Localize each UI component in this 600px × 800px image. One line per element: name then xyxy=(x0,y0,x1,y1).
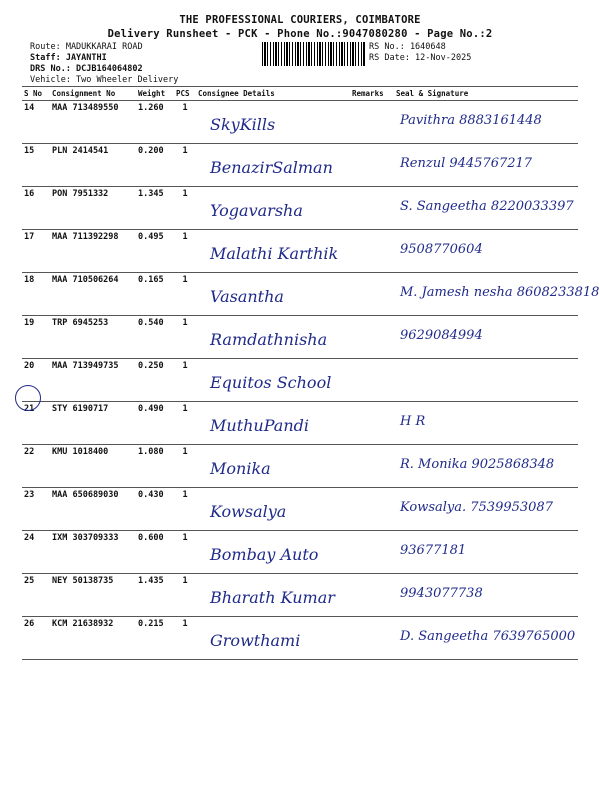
handwritten-signature: Renzul 9445767217 xyxy=(400,156,533,171)
row-weight: 0.165 xyxy=(136,273,174,316)
row-weight: 0.490 xyxy=(136,402,174,445)
row-remarks xyxy=(350,402,394,445)
row-consignee-cell xyxy=(196,617,350,660)
row-pcs: 1 xyxy=(174,402,196,445)
row-remarks xyxy=(350,230,394,273)
row-remarks xyxy=(350,316,394,359)
row-consignee-cell xyxy=(196,316,350,359)
row-weight: 1.435 xyxy=(136,574,174,617)
table-row xyxy=(22,531,578,574)
table-row xyxy=(22,144,578,187)
vehicle-label: Vehicle: Two Wheeler Delivery xyxy=(30,75,179,85)
row-signature-cell xyxy=(394,617,578,660)
row-weight: 0.540 xyxy=(136,316,174,359)
row-consignee-cell xyxy=(196,144,350,187)
row-consignee-cell xyxy=(196,402,350,445)
row-consignment-no: PON 7951332 xyxy=(50,187,136,230)
row-signature-cell xyxy=(394,187,578,230)
row-consignment-no: IXM 303709333 xyxy=(50,531,136,574)
col-remarks: Remarks xyxy=(350,87,394,101)
row-consignee-cell xyxy=(196,273,350,316)
row-weight: 1.080 xyxy=(136,445,174,488)
row-pcs: 1 xyxy=(174,187,196,230)
table-body xyxy=(22,101,600,660)
row-sno: 23 xyxy=(22,488,50,531)
row-pcs: 1 xyxy=(174,273,196,316)
row-consignment-no: MAA 710506264 xyxy=(50,273,136,316)
row-consignment-no: KMU 1018400 xyxy=(50,445,136,488)
row-consignment-no: MAA 711392298 xyxy=(50,230,136,273)
row-remarks xyxy=(350,574,394,617)
handwritten-circle-mark xyxy=(15,385,41,411)
row-weight: 0.250 xyxy=(136,359,174,402)
handwritten-signature: Kowsalya. 7539953087 xyxy=(400,500,553,515)
row-consignee-cell xyxy=(196,359,350,402)
row-consignment-no: STY 6190717 xyxy=(50,402,136,445)
row-remarks xyxy=(350,359,394,402)
handwritten-signature: R. Monika 9025868348 xyxy=(400,457,555,472)
row-remarks xyxy=(350,273,394,316)
table-row xyxy=(22,101,578,144)
row-consignment-no: TRP 6945253 xyxy=(50,316,136,359)
table-row xyxy=(22,273,578,316)
handwritten-signature: 9943077738 xyxy=(400,586,483,601)
row-signature-cell xyxy=(394,402,578,445)
row-signature-cell xyxy=(394,273,600,316)
row-sno: 26 xyxy=(22,617,50,660)
row-weight: 0.430 xyxy=(136,488,174,531)
table-row xyxy=(22,574,578,617)
row-pcs: 1 xyxy=(174,617,196,660)
row-pcs: 1 xyxy=(174,445,196,488)
row-signature-cell xyxy=(394,359,578,402)
row-remarks xyxy=(350,617,394,660)
row-consignee-cell xyxy=(196,187,350,230)
row-sno: 18 xyxy=(22,273,50,316)
handwritten-consignee-name: Vasantha xyxy=(210,287,284,306)
row-signature-cell xyxy=(394,488,578,531)
company-title: THE PROFESSIONAL COURIERS, COIMBATORE xyxy=(179,14,421,26)
row-pcs: 1 xyxy=(174,574,196,617)
row-sno: 17 xyxy=(22,230,50,273)
handwritten-consignee-name: Malathi Karthik xyxy=(210,244,339,263)
rs-number: RS No.: 1640648 xyxy=(369,42,446,52)
row-pcs: 1 xyxy=(174,531,196,574)
handwritten-signature: Pavithra 8883161448 xyxy=(400,113,542,128)
handwritten-signature: 9508770604 xyxy=(400,242,483,257)
row-consignee-cell xyxy=(196,230,350,273)
row-sno: 14 xyxy=(22,101,50,144)
row-weight: 0.200 xyxy=(136,144,174,187)
row-signature-cell xyxy=(394,144,578,187)
col-sno: S No xyxy=(22,87,50,101)
handwritten-consignee-name: Equitos School xyxy=(210,373,332,392)
row-consignee-cell xyxy=(196,574,350,617)
row-signature-cell xyxy=(394,574,578,617)
row-weight: 0.495 xyxy=(136,230,174,273)
row-remarks xyxy=(350,445,394,488)
handwritten-signature: H R xyxy=(400,414,426,429)
col-consignee: Consignee Details xyxy=(196,87,350,101)
handwritten-signature: M. Jamesh nesha 8608233818 xyxy=(400,285,600,300)
handwritten-consignee-name: Monika xyxy=(210,459,271,478)
handwritten-consignee-name: Bharath Kumar xyxy=(210,588,335,607)
row-consignment-no: PLN 2414541 xyxy=(50,144,136,187)
row-sno: 19 xyxy=(22,316,50,359)
handwritten-signature: 93677181 xyxy=(400,543,467,558)
table-row xyxy=(22,316,578,359)
row-sno: 20 xyxy=(22,359,50,402)
table-row xyxy=(22,402,578,445)
row-consignee-cell xyxy=(196,531,350,574)
row-remarks xyxy=(350,144,394,187)
table-row xyxy=(22,230,578,273)
row-weight: 0.215 xyxy=(136,617,174,660)
handwritten-signature: 9629084994 xyxy=(400,328,483,343)
rs-date: RS Date: 12-Nov-2025 xyxy=(369,53,472,63)
row-weight: 1.260 xyxy=(136,101,174,144)
handwritten-signature: D. Sangeetha 7639765000 xyxy=(400,629,576,644)
row-remarks xyxy=(350,101,394,144)
route-label: Route: MADUKKARAI ROAD xyxy=(30,42,143,52)
row-consignment-no: MAA 713949735 xyxy=(50,359,136,402)
row-pcs: 1 xyxy=(174,144,196,187)
row-consignee-cell xyxy=(196,488,350,531)
row-remarks xyxy=(350,187,394,230)
row-consignment-no: NEY 50138735 xyxy=(50,574,136,617)
row-signature-cell xyxy=(394,101,578,144)
table-header-row xyxy=(22,87,578,101)
drs-number: DRS No.: DCJB164064802 xyxy=(30,64,143,74)
staff-label: Staff: JAYANTHI xyxy=(30,53,107,63)
table-row xyxy=(22,445,578,488)
handwritten-consignee-name: MuthuPandi xyxy=(210,416,309,435)
row-remarks xyxy=(350,531,394,574)
row-sno: 16 xyxy=(22,187,50,230)
col-pcs: PCS xyxy=(174,87,196,101)
table-row xyxy=(22,187,578,230)
row-sno: 25 xyxy=(22,574,50,617)
col-signature: Seal & Signature xyxy=(394,87,578,101)
row-signature-cell xyxy=(394,531,578,574)
row-signature-cell xyxy=(394,445,578,488)
handwritten-signature: S. Sangeetha 8220033397 xyxy=(400,199,574,214)
delivery-table xyxy=(22,86,600,660)
row-weight: 1.345 xyxy=(136,187,174,230)
col-weight: Weight xyxy=(136,87,174,101)
handwritten-consignee-name: SkyKills xyxy=(210,115,276,134)
runsheet-subtitle: Delivery Runsheet - PCK - Phone No.:9047080280 - Page No.:2 xyxy=(107,28,493,40)
row-consignee-cell xyxy=(196,101,350,144)
col-consignment: Consignment No xyxy=(50,87,136,101)
barcode-image xyxy=(262,42,366,66)
table-row xyxy=(22,617,578,660)
row-consignment-no: KCM 21638932 xyxy=(50,617,136,660)
row-signature-cell xyxy=(394,230,578,273)
row-sno: 22 xyxy=(22,445,50,488)
handwritten-consignee-name: Bombay Auto xyxy=(210,545,319,564)
handwritten-consignee-name: BenazirSalman xyxy=(210,158,333,177)
row-consignee-cell xyxy=(196,445,350,488)
row-pcs: 1 xyxy=(174,359,196,402)
row-pcs: 1 xyxy=(174,488,196,531)
row-consignment-no: MAA 650689030 xyxy=(50,488,136,531)
row-sno: 21 xyxy=(22,402,50,445)
handwritten-consignee-name: Yogavarsha xyxy=(210,201,303,220)
row-pcs: 1 xyxy=(174,230,196,273)
row-remarks xyxy=(350,488,394,531)
handwritten-consignee-name: Growthami xyxy=(210,631,301,650)
table-row xyxy=(22,359,578,402)
row-sno: 15 xyxy=(22,144,50,187)
handwritten-consignee-name: Kowsalya xyxy=(210,502,287,521)
row-sno: 24 xyxy=(22,531,50,574)
row-pcs: 1 xyxy=(174,101,196,144)
handwritten-consignee-name: Ramdathnisha xyxy=(210,330,328,349)
row-weight: 0.600 xyxy=(136,531,174,574)
table-row xyxy=(22,488,578,531)
row-signature-cell xyxy=(394,316,578,359)
row-pcs: 1 xyxy=(174,316,196,359)
row-consignment-no: MAA 713489550 xyxy=(50,101,136,144)
